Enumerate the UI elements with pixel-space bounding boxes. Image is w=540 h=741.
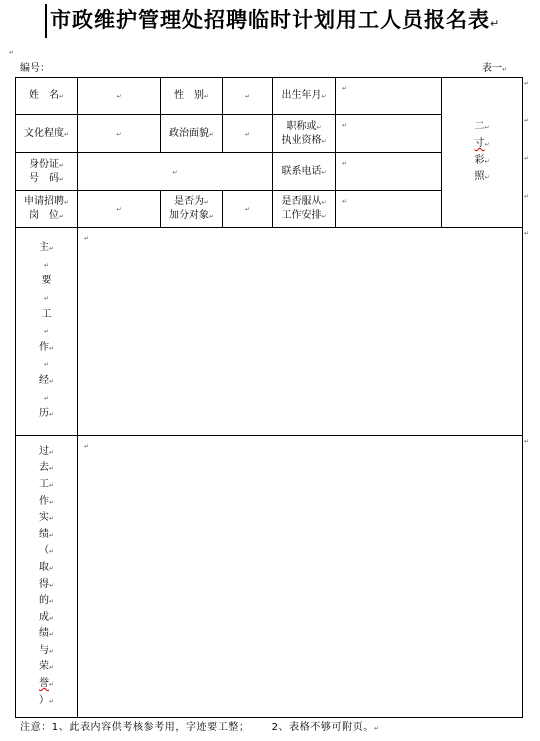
cell-end-mark: ↵ [48, 564, 55, 572]
cell-end-mark: ↵ [208, 130, 215, 138]
achievements-label-char: 绩 [38, 528, 49, 540]
professional-title-label: 执业资格 [281, 134, 322, 146]
experience-label-char: 历 [38, 408, 49, 420]
id-label: 身份证 [28, 158, 59, 170]
education-field[interactable] [78, 115, 161, 153]
cell-end-mark: ↵ [48, 631, 55, 639]
cell-end-mark: ↵ [116, 130, 122, 138]
education-label-cell [16, 115, 78, 153]
paragraph-mark: ↵ [9, 49, 15, 56]
experience-field[interactable] [78, 228, 523, 436]
cell-end-mark: ↵ [484, 124, 490, 132]
paragraph-mark: ↵ [373, 725, 380, 732]
achievements-label-char: （ [38, 545, 49, 557]
experience-label-char: 要 [41, 275, 52, 287]
achievements-label-char: 与 [38, 644, 49, 656]
professional-title-label: 职称或 [286, 120, 317, 132]
form-row-achievements [16, 436, 523, 718]
experience-label [39, 240, 54, 423]
paragraph-mark: ↵ [43, 295, 50, 303]
experience-label-char: 作 [38, 341, 49, 353]
experience-label-char: 工 [41, 308, 52, 320]
cell-end-mark: ↵ [48, 481, 55, 489]
photo-cell[interactable] [442, 78, 523, 228]
cell-end-mark: ↵ [48, 465, 55, 473]
paragraph-mark: ↵ [490, 17, 500, 30]
obey-label-cell [273, 191, 336, 228]
gender-label: 性 别 [173, 90, 204, 101]
experience-label-char: 经 [38, 374, 49, 386]
obey-label: 是否服从 [281, 196, 322, 207]
political-field[interactable] [223, 115, 273, 153]
cell-end-mark: ↵ [321, 168, 327, 176]
cell-end-mark: ↵ [48, 697, 55, 705]
obey-label: 工作安排 [281, 210, 322, 221]
cell-end-mark: ↵ [244, 93, 251, 100]
cell-end-mark: ↵ [321, 93, 327, 100]
birth-label-cell [273, 78, 336, 115]
page-title-text: 市政维护管理处招聘临时计划用工人员报名表 [50, 8, 490, 32]
cell-end-mark: ↵ [321, 213, 327, 220]
cell-end-mark: ↵ [63, 199, 70, 206]
id-label-cell [16, 153, 78, 191]
photo-label [474, 119, 489, 185]
form-row-experience [16, 228, 523, 436]
cell-end-mark: ↵ [58, 213, 65, 220]
footer-note-2: 2、表格不够可附页。 [271, 722, 374, 733]
cell-end-mark: ↵ [48, 515, 55, 523]
cell-end-mark: ↵ [342, 160, 348, 167]
position-label-cell [16, 191, 78, 228]
cell-end-mark: ↵ [244, 130, 251, 138]
cell-end-mark: ↵ [48, 344, 55, 352]
cell-end-mark: ↵ [48, 411, 55, 419]
row-end-mark: ↵ [524, 117, 530, 124]
professional-title-label-cell [273, 115, 336, 153]
cell-end-mark: ↵ [48, 581, 55, 589]
professional-title-field[interactable] [336, 115, 442, 153]
cell-end-mark: ↵ [342, 85, 348, 92]
phone-field[interactable] [336, 153, 442, 191]
paragraph-mark: ↵ [43, 261, 50, 269]
obey-field[interactable] [336, 191, 442, 228]
row-end-mark: ↵ [524, 438, 530, 445]
cell-end-mark: ↵ [63, 130, 70, 138]
achievements-label-char: 荣 [38, 661, 49, 673]
achievements-label-char: ） [38, 694, 49, 706]
table-label [482, 62, 507, 75]
number-label [20, 62, 50, 75]
achievements-label-char: 工 [38, 478, 49, 490]
position-label: 申请招聘 [23, 196, 64, 207]
cell-end-mark: ↵ [48, 377, 55, 385]
achievements-label-char: 取 [38, 561, 49, 573]
name-label: 姓 名 [28, 90, 59, 101]
form-row-basic [16, 78, 523, 115]
cell-end-mark: ↵ [321, 137, 327, 145]
photo-label-char: 二 [474, 121, 485, 133]
achievements-label-char: 得 [38, 578, 49, 590]
birth-label: 出生年月 [281, 90, 322, 101]
cell-end-mark: ↵ [342, 122, 348, 129]
cell-end-mark: ↵ [316, 123, 322, 131]
id-number-field[interactable] [78, 153, 273, 191]
phone-label: 联系电话 [281, 165, 322, 177]
cell-end-mark: ↵ [58, 161, 65, 169]
bonus-label: 是否为 [173, 196, 204, 207]
cell-end-mark: ↵ [48, 598, 55, 606]
cell-end-mark: ↵ [84, 443, 90, 450]
cell-end-mark: ↵ [203, 199, 210, 206]
id-label: 号 码 [28, 172, 59, 184]
cell-end-mark: ↵ [116, 206, 122, 213]
cell-end-mark: ↵ [48, 245, 55, 253]
cell-end-mark: ↵ [48, 681, 55, 689]
cell-end-mark: ↵ [48, 531, 55, 539]
cell-end-mark: ↵ [48, 548, 55, 556]
footer-note [20, 721, 380, 734]
page-title [50, 5, 499, 39]
achievements-label-cell [16, 436, 78, 718]
achievements-label-char: 过 [38, 445, 49, 457]
name-field[interactable] [78, 78, 161, 115]
position-field[interactable] [78, 191, 161, 228]
achievements-label-char: 去 [38, 462, 49, 474]
cell-end-mark: ↵ [484, 140, 490, 148]
achievements-label-char: 成 [38, 611, 49, 623]
birth-date-field[interactable] [336, 78, 442, 115]
education-label: 文化程度 [23, 127, 64, 139]
cell-end-mark: ↵ [321, 199, 327, 206]
cell-end-mark: ↵ [48, 614, 55, 622]
footer-note-1: 注意：1、此表内容供考核参考用，字迹要工整； [20, 722, 250, 733]
cell-end-mark: ↵ [116, 93, 122, 100]
achievements-label-char: 实 [38, 512, 49, 524]
paragraph-mark: ↵ [502, 66, 508, 73]
cell-end-mark: ↵ [58, 175, 65, 183]
cell-end-mark: ↵ [48, 664, 55, 672]
position-label: 岗 位 [28, 210, 59, 221]
cell-end-mark: ↵ [484, 157, 490, 165]
photo-label-char: 照 [474, 171, 485, 183]
achievements-field[interactable] [78, 436, 523, 718]
political-label-cell [161, 115, 223, 153]
gender-label-cell [161, 78, 223, 115]
cell-end-mark: ↵ [484, 174, 490, 182]
paragraph-mark: ↵ [43, 328, 50, 336]
cell-end-mark: ↵ [48, 448, 55, 456]
paragraph-mark: ↵ [43, 394, 50, 402]
cell-end-mark: ↵ [48, 647, 55, 655]
bonus-label: 加分对象 [168, 210, 209, 221]
achievements-label-char: 的 [38, 595, 49, 607]
number-label-text: 编号： [20, 63, 50, 74]
cell-end-mark: ↵ [203, 93, 210, 100]
cell-end-mark: ↵ [244, 206, 251, 213]
registration-form-table [15, 77, 523, 718]
photo-label-char: 彩 [474, 154, 485, 166]
paragraph-mark: ↵ [43, 361, 50, 369]
achievements-label-char: 作 [38, 495, 49, 507]
experience-label-cell [16, 228, 78, 436]
achievements-label [39, 444, 54, 710]
cell-end-mark: ↵ [208, 213, 215, 220]
cell-end-mark: ↵ [172, 168, 178, 176]
row-end-mark: ↵ [524, 230, 530, 237]
phone-label-cell [273, 153, 336, 191]
achievements-label-char: 誉 [38, 678, 49, 690]
cell-end-mark: ↵ [58, 93, 65, 100]
cell-end-mark: ↵ [342, 198, 348, 205]
achievements-label-char: 绩 [38, 628, 49, 640]
bonus-field[interactable] [223, 191, 273, 228]
row-end-mark: ↵ [524, 80, 530, 87]
bonus-label-cell [161, 191, 223, 228]
table-label-text: 表一 [482, 63, 502, 74]
name-label-cell [16, 78, 78, 115]
text-cursor [45, 4, 47, 38]
photo-label-char: 寸 [474, 137, 485, 149]
row-end-mark: ↵ [524, 193, 530, 200]
political-label: 政治面貌 [168, 127, 209, 139]
gender-field[interactable] [223, 78, 273, 115]
row-end-mark: ↵ [524, 155, 530, 162]
cell-end-mark: ↵ [48, 498, 55, 506]
cell-end-mark: ↵ [84, 235, 90, 242]
experience-label-char: 主 [38, 242, 49, 254]
